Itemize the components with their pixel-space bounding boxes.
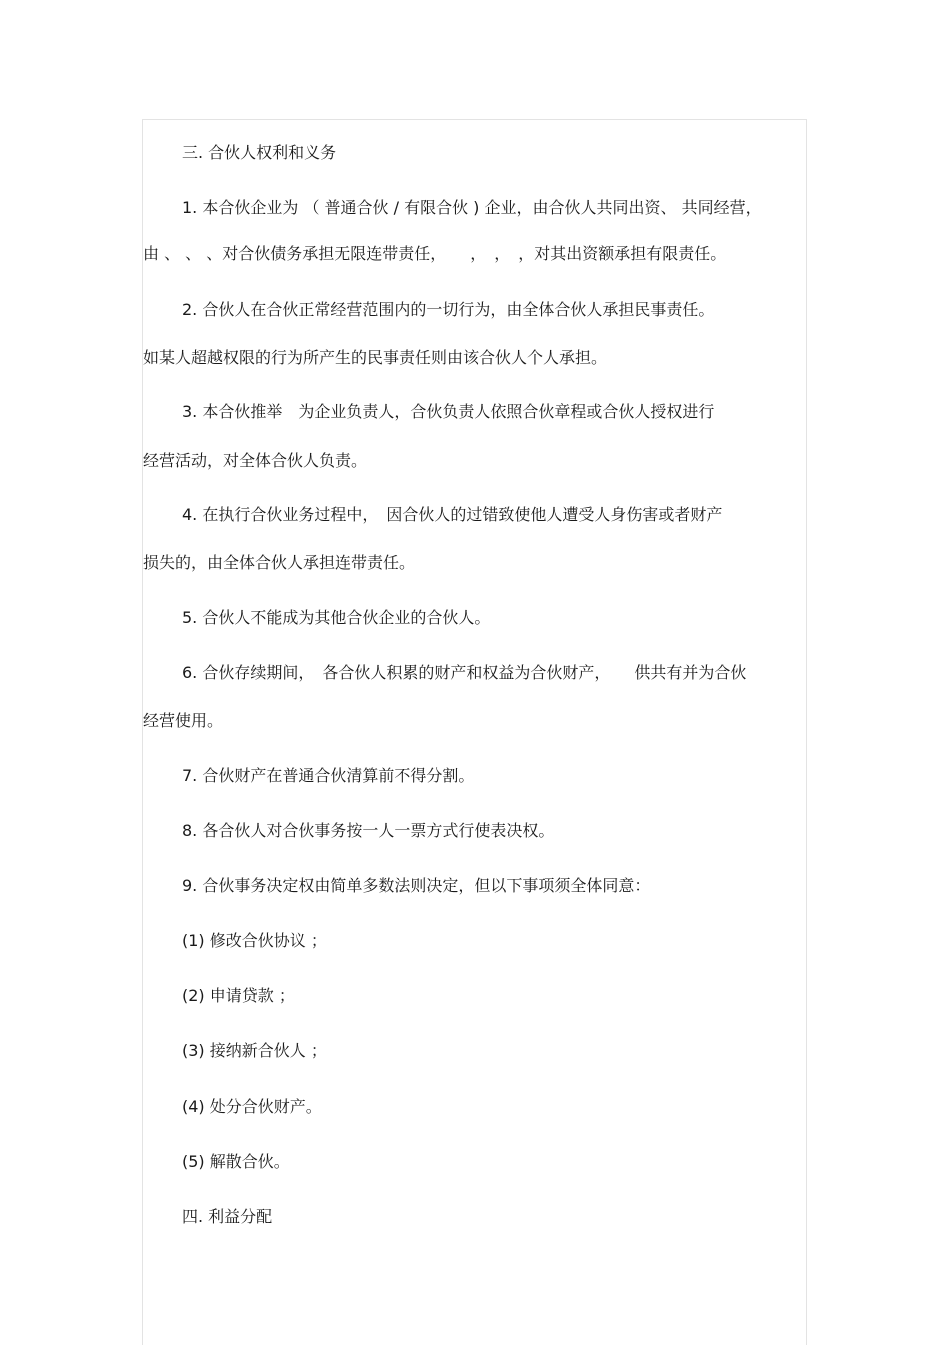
paragraph-line: 由 、 、 、对合伙债务承担无限连带责任， ， ， ，对其出资额承担有限责任。 [143,244,727,263]
paragraph-line: 1. 本合伙企业为 （ 普通合伙 / 有限合伙 ) 企业，由合伙人共同出资、 共同经营， [182,198,762,217]
section-heading-4: 四. 利益分配 [182,1207,273,1226]
list-item: (1) 修改合伙协议 ； [182,931,327,950]
list-item: (4) 处分合伙财产。 [182,1097,322,1116]
paragraph-line: 4. 在执行合伙业务过程中， 因合伙人的过错致使他人遭受人身伤害或者财产 [182,505,723,524]
paragraph-line: 经营使用。 [143,711,224,730]
paragraph-line: 2. 合伙人在合伙正常经营范围内的一切行为，由全体合伙人承担民事责任。 [182,300,715,319]
list-item: (5) 解散合伙。 [182,1152,290,1171]
paragraph-line: 6. 合伙存续期间， 各合伙人积累的财产和权益为合伙财产， 供共有并为合伙 [182,663,747,682]
paragraph-line: 8. 各合伙人对合伙事务按一人一票方式行使表决权。 [182,821,555,840]
paragraph-line: 5. 合伙人不能成为其他合伙企业的合伙人。 [182,608,491,627]
paragraph-line: 3. 本合伙推举 为企业负责人，合伙负责人依照合伙章程或合伙人授权进行 [182,402,715,421]
paragraph-line: 9. 合伙事务决定权由简单多数法则决定，但以下事项须全体同意： [182,876,651,895]
list-item: (3) 接纳新合伙人 ； [182,1041,327,1060]
paragraph-line: 经营活动，对全体合伙人负责。 [143,451,368,470]
section-heading-3: 三. 合伙人权利和义务 [182,143,337,162]
list-item: (2) 申请贷款 ； [182,986,295,1005]
paragraph-line: 7. 合伙财产在普通合伙清算前不得分割。 [182,766,475,785]
paragraph-line: 损失的，由全体合伙人承担连带责任。 [143,553,416,572]
paragraph-line: 如某人超越权限的行为所产生的民事责任则由该合伙人个人承担。 [143,348,608,367]
